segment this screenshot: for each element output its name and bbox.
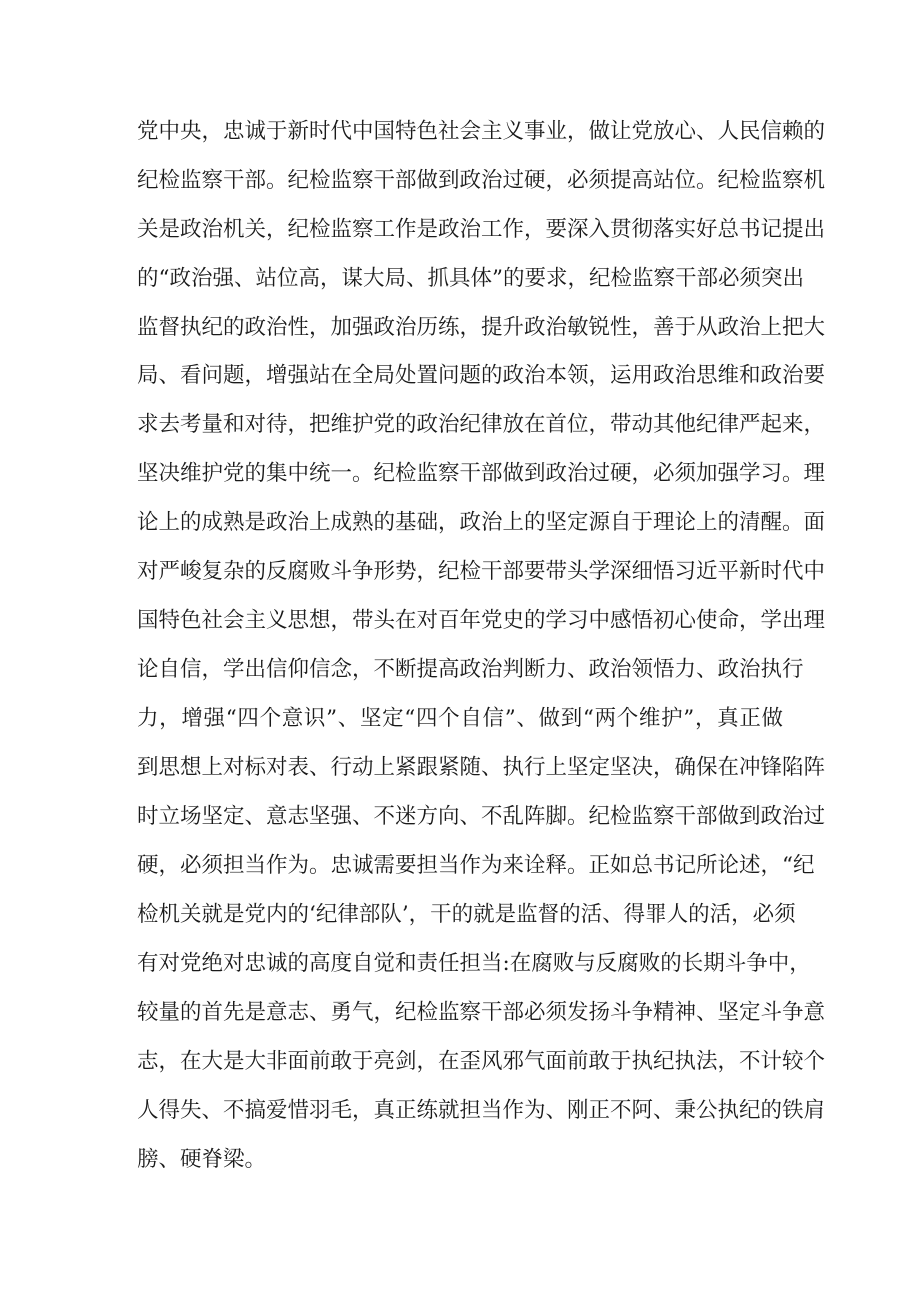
text-line: 论自信，学出信仰信念，不断提高政治判断力、政治领悟力、政治执行 <box>137 657 804 682</box>
text-line: 坚决维护党的集中统一。纪检监察干部做到政治过硬，必须加强学习。理 <box>137 461 826 486</box>
text-line: 有对党绝对忠诚的高度自觉和责任担当:在腐败与反腐败的长期斗争中， <box>137 951 811 976</box>
text-line: 国特色社会主义思想，带头在对百年党史的学习中感悟初心使命，学出理 <box>137 608 826 633</box>
text-line: 力，增强“四个意识”、坚定“四个自信”、做到“两个维护”，真正做 <box>137 706 783 731</box>
text-line: 求去考量和对待，把维护党的政治纪律放在首位，带动其他纪律严起来， <box>137 412 826 437</box>
text-line: 关是政治机关，纪检监察工作是政治工作，要深入贯彻落实好总书记提出 <box>137 217 826 242</box>
text-line: 纪检监察干部。纪检监察干部做到政治过硬，必须提高站位。纪检监察机 <box>137 168 826 193</box>
text-line: 较量的首先是意志、勇气，纪检监察干部必须发扬斗争精神、坚定斗争意 <box>137 1000 826 1025</box>
text-line: 的“政治强、站位高，谋大局、抓具体”的要求，纪检监察干部必须突出 <box>137 266 804 291</box>
text-line: 党中央，忠诚于新时代中国特色社会主义事业，做让党放心、人民信赖的 <box>137 119 826 144</box>
text-line-last: 膀、硬脊梁。 <box>137 1147 267 1172</box>
text-line: 志，在大是大非面前敢于亮剑，在歪风邪气面前敢于执纪执法，不计较个 <box>137 1049 826 1074</box>
text-line: 时立场坚定、意志坚强、不迷方向、不乱阵脚。纪检监察干部做到政治过 <box>137 804 826 829</box>
text-line: 人得失、不搞爱惜羽毛，真正练就担当作为、刚正不阿、秉公执纪的铁肩 <box>137 1098 826 1123</box>
text-line: 到思想上对标对表、行动上紧跟紧随、执行上坚定坚决，确保在冲锋陷阵 <box>137 755 826 780</box>
text-line: 论上的成熟是政治上成熟的基础，政治上的坚定源自于理论上的清醒。面 <box>137 510 826 535</box>
text-line: 硬，必须担当作为。忠诚需要担当作为来诠释。正如总书记所论述，“纪 <box>137 853 815 878</box>
text-line: 对严峻复杂的反腐败斗争形势，纪检干部要带头学深细悟习近平新时代中 <box>137 559 826 584</box>
text-line: 局、看问题，增强站在全局处置问题的政治本领，运用政治思维和政治要 <box>137 363 826 388</box>
text-line: 监督执纪的政治性，加强政治历练，提升政治敏锐性，善于从政治上把大 <box>137 315 826 340</box>
text-line: 检机关就是党内的‘纪律部队’，干的就是监督的活、得罪人的活，必须 <box>137 902 796 927</box>
